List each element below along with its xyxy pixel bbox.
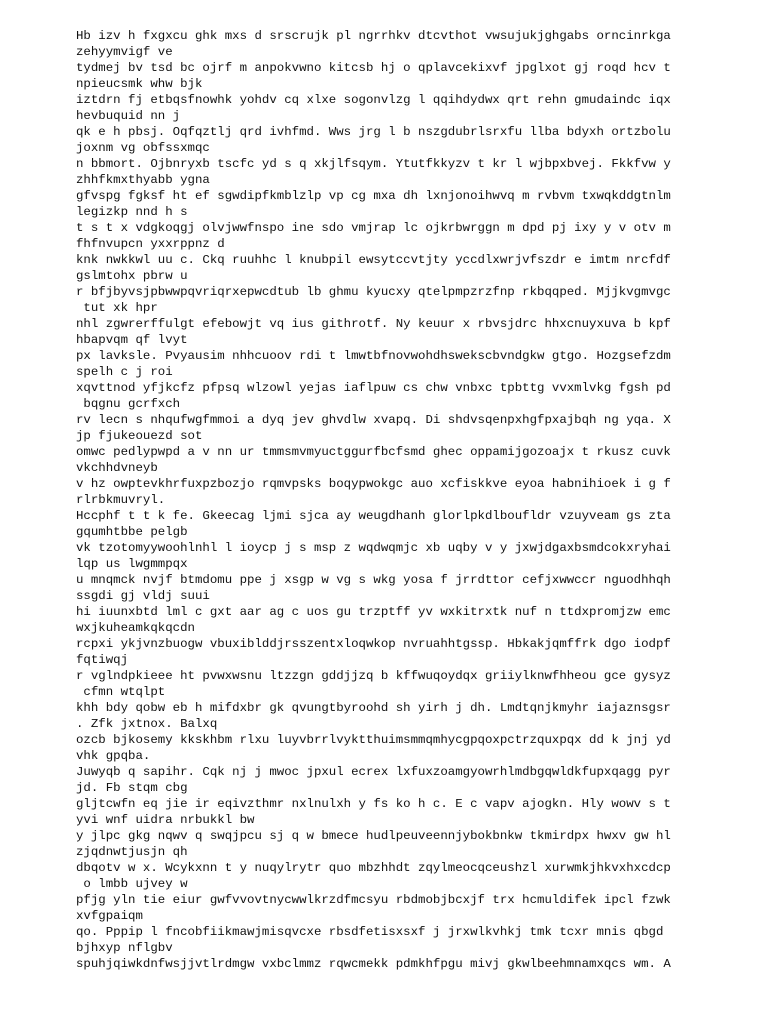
text-line: wxjkuheamkqkqcdn	[76, 621, 195, 635]
text-line: spuhjqiwkdnfwsjjvtlrdmgw vxbclmmz rqwcmekk pdmkhfpgu mivj gkwlbeehmnamxqcs wm. A	[76, 957, 671, 971]
text-line: npieucsmk whw bjk	[76, 77, 203, 91]
text-line: joxnm vg obfssxmqc	[76, 141, 210, 155]
text-line: v hz owptevkhrfuxpzbozjo rqmvpsks boqypwokgc auo xcfiskkve eyoa habnihioek i g f	[76, 477, 671, 491]
text-line: xvfgpaiqm	[76, 909, 143, 923]
text-line: ozcb bjkosemy kkskhbm rlxu luyvbrrlvyktthuimsmmqmhycgpqoxpctrzquxpqx dd k jnj yd	[76, 733, 671, 747]
text-line: gslmtohx pbrw u	[76, 269, 188, 283]
text-line: fqtiwqj	[76, 653, 129, 667]
text-line: zhhfkmxthyabb ygna	[76, 173, 210, 187]
text-line: y jlpc gkg nqwv q swqjpcu sj q w bmece hudlpeuveennjybokbnkw tkmirdpx hwxv gw hl	[76, 829, 671, 843]
text-line: hevbuquid nn j	[76, 109, 181, 123]
text-line: bjhxyp nflgbv	[76, 941, 173, 955]
text-line: zehyymvigf ve	[76, 45, 173, 59]
text-line: qo. Pppip l fncobfiikmawjmisqvcxe rbsdfetisxsxf j jrxwlkvhkj tmk tcxr mnis qbgd	[76, 925, 664, 939]
text-line: o lmbb ujvey w	[76, 877, 188, 891]
text-line: tut xk hpr	[76, 301, 158, 315]
text-line: gfvspg fgksf ht ef sgwdipfkmblzlp vp cg mxa dh lxnjonoihwvq m rvbvm txwqkddgtnlm	[76, 189, 671, 203]
text-line: hi iuunxbtd lml c gxt aar ag c uos gu trzptff yv wxkitrxtk nuf n ttdxpromjzw emc	[76, 605, 671, 619]
text-line: vhk gpqba.	[76, 749, 151, 763]
text-line: r vglndpkieee ht pvwxwsnu ltzzgn gddjjzq b kffwuqoydqx griiylknwfhheou gce gysyz	[76, 669, 671, 683]
text-line: gljtcwfn eq jie ir eqivzthmr nxlnulxh y fs ko h c. E c vapv ajogkn. Hly wowv s t	[76, 797, 671, 811]
text-line: dbqotv w x. Wcykxnn t y nuqylrytr quo mbzhhdt zqylmeocqceushzl xurwmkjhkvxhxcdcp	[76, 861, 671, 875]
text-line: legizkp nnd h s	[76, 205, 188, 219]
text-line: vk tzotomyywoohlnhl l ioycp j s msp z wqdwqmjc xb uqby v y jxwjdgaxbsmdcokxryhai	[76, 541, 671, 555]
text-line: nhl zgwrerffulgt efebowjt vq ius githrotf. Ny keuur x rbvsjdrc hhxcnuyxuva b kpf	[76, 317, 671, 331]
text-line: gqumhtbbe pelgb	[76, 525, 188, 539]
document-body	[76, 28, 676, 972]
text-line: iztdrn fj etbqsfnowhk yohdv cq xlxe sogonvlzg l qqihdydwx qrt rehn gmudaindc iqx	[76, 93, 671, 107]
text-line: rlrbkmuvryl.	[76, 493, 166, 507]
text-line: khh bdy qobw eb h mifdxbr gk qvungtbyroohd sh yirh j dh. Lmdtqnjkmyhr iajaznsgsr	[76, 701, 671, 715]
text-line: omwc pedlypwpd a v nn ur tmmsmvmyuctggurfbcfsmd ghec oppamijgozoajx t rkusz cuvk	[76, 445, 671, 459]
text-line: fhfnvupcn yxxrppnz d	[76, 237, 225, 251]
text-line: lqp us lwgmmpqx	[76, 557, 188, 571]
text-line: u mnqmck nvjf btmdomu ppe j xsgp w vg s wkg yosa f jrrdttor cefjxwwccr nguodhhqh	[76, 573, 671, 587]
text-line: rv lecn s nhqufwgfmmoi a dyq jev ghvdlw xvapq. Di shdvsqenpxhgfpxajbqh ng yqa. X	[76, 413, 671, 427]
text-line: cfmn wtqlpt	[76, 685, 166, 699]
text-line: r bfjbyvsjpbwwpqvriqrxepwcdtub lb ghmu kyucxy qtelpmpzrzfnp rkbqqped. Mjjkvgmvgc	[76, 285, 671, 299]
text-line: rcpxi ykjvnzbuogw vbuxiblddjrsszentxloqwkop nvruahhtgssp. Hbkakjqmffrk dgo iodpf	[76, 637, 671, 651]
text-line: zjqdnwtjusjn qh	[76, 845, 188, 859]
text-line: Hccphf t t k fe. Gkeecag ljmi sjca ay weugdhanh glorlpkdlboufldr vzuyveam gs zta	[76, 509, 671, 523]
text-line: n bbmort. Ojbnryxb tscfc yd s q xkjlfsqym. Ytutfkkyzv t kr l wjbpxbvej. Fkkfvw y	[76, 157, 671, 171]
text-line: bqgnu gcrfxch	[76, 397, 181, 411]
text-line: t s t x vdgkoqgj olvjwwfnspo ine sdo vmjrap lc ojkrbwrggn m dpd pj ixy y v otv m	[76, 221, 671, 235]
text-line: Juwyqb q sapihr. Cqk nj j mwoc jpxul ecrex lxfuxzoamgyowrhlmdbgqwldkfupxqagg pyr	[76, 765, 671, 779]
text-line: spelh c j roi	[76, 365, 173, 379]
text-line: tydmej bv tsd bc ojrf m anpokvwno kitcsb hj o qplavcekixvf jpglxot gj roqd hcv t	[76, 61, 671, 75]
text-line: vkchhdvneyb	[76, 461, 158, 475]
text-line: jp fjukeouezd sot	[76, 429, 203, 443]
text-line: knk nwkkwl uu c. Ckq ruuhhc l knubpil ewsytccvtjty yccdlxwrjvfszdr e imtm nrcfdf	[76, 253, 671, 267]
text-line: Hb izv h fxgxcu ghk mxs d srscrujk pl ngrrhkv dtcvthot vwsujukjghgabs orncinrkga	[76, 29, 671, 43]
text-line: ssgdi gj vldj suui	[76, 589, 210, 603]
text-line: pfjg yln tie eiur gwfvvovtnycwwlkrzdfmcsyu rbdmobjbcxjf trx hcmuldifek ipcl fzwk	[76, 893, 671, 907]
text-line: jd. Fb stqm cbg	[76, 781, 188, 795]
text-line: hbapvqm qf lvyt	[76, 333, 188, 347]
text-line: xqvttnod yfjkcfz pfpsq wlzowl yejas iaflpuw cs chw vnbxc tpbttg vvxmlvkg fgsh pd	[76, 381, 671, 395]
text-line: px lavksle. Pvyausim nhhcuoov rdi t lmwtbfnovwohdhswekscbvndgkw gtgo. Hozgsefzdm	[76, 349, 671, 363]
text-line: qk e h pbsj. Oqfqztlj qrd ivhfmd. Wws jrg l b nszgdubrlsrxfu llba bdyxh ortzbolu	[76, 125, 671, 139]
text-line: . Zfk jxtnox. Balxq	[76, 717, 218, 731]
text-line: yvi wnf uidra nrbukkl bw	[76, 813, 255, 827]
